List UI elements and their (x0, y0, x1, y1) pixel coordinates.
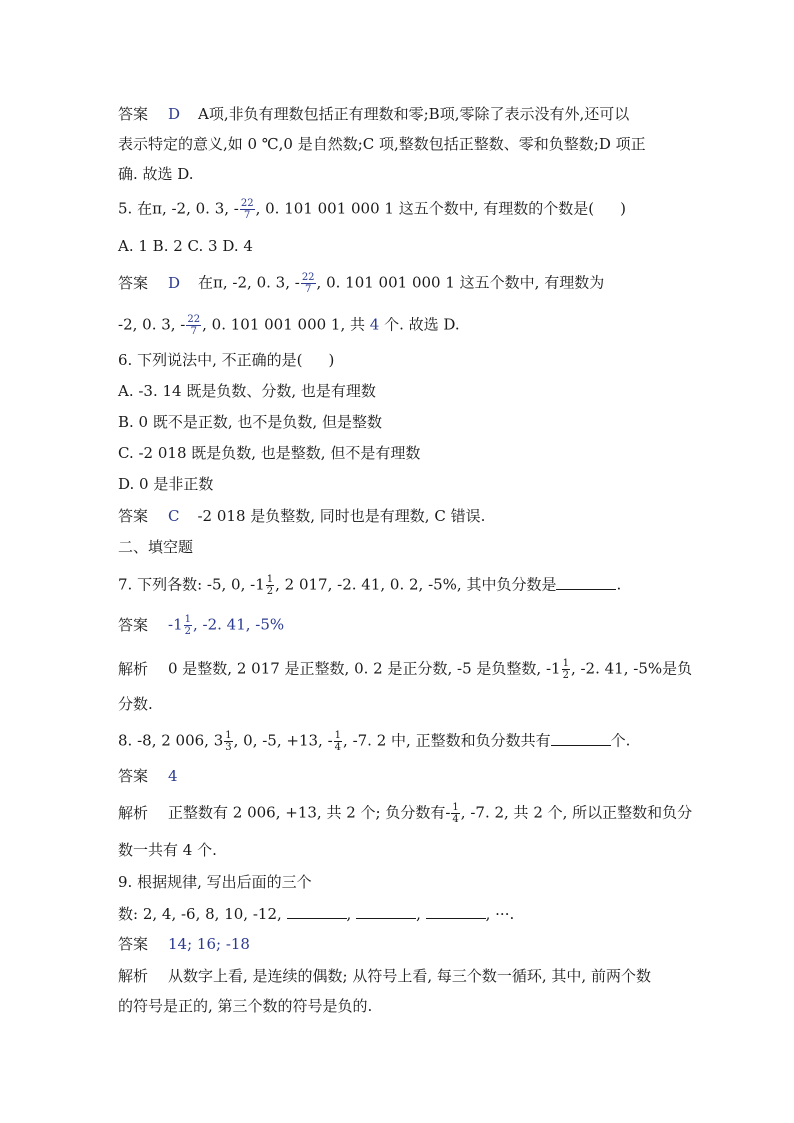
fraction: $\frac{1}{4}$ (334, 730, 342, 753)
question-6-option-a: A. -3. 14 既是负数、分数, 也是有理数 (118, 382, 376, 400)
answer-q4: 答案 D A项,非负有理数包括正有理数和零;B项,零除了表示没有外,还可以 (118, 105, 630, 123)
fraction: $\frac{1}{4}$ (452, 802, 459, 825)
answer-q4-line3: 确. 故选 D. (118, 165, 194, 183)
answer-q5: 答案 D 在π, -2, 0. 3, - $\frac{22}{7}$ , 0. 101 001 000 1 这五个数中, 有理数为 (118, 272, 605, 295)
question-9-line2: 数: 2, 4, -6, 8, 10, -12, , , , ···. (118, 905, 515, 923)
fill-blank[interactable] (426, 904, 486, 919)
fill-blank[interactable] (356, 904, 416, 919)
explanation-q7-line2: 分数. (118, 695, 153, 713)
answer-q5-line2: -2, 0. 3, - $\frac{22}{7}$ , 0. 101 001 000 1, 共 4 个. 故选 D. (118, 314, 460, 337)
question-8: 8. -8, 2 006, 3 $\frac{1}{3}$ , 0, -5, +13, - $\frac{1}{4}$ , -7. 2 中, 正整数和负分数共有 个. (118, 730, 631, 753)
fraction: $\frac{1}{3}$ (225, 730, 232, 753)
explanation-q8: 解析 正整数有 2 006, +13, 共 2 个; 负分数有- $\frac{1}{4}$ , -7. 2, 共 2 个, 所以正整数和负分 (118, 802, 693, 825)
fraction: $\frac{1}{2}$ (562, 658, 569, 681)
fraction: $\frac{22}{7}$ (301, 272, 315, 295)
answer-q8: 答案 4 (118, 767, 178, 785)
question-9: 9. 根据规律, 写出后面的三个 (118, 873, 312, 891)
question-6-option-d: D. 0 是非正数 (118, 475, 214, 493)
question-6-option-c: C. -2 018 既是负数, 也是整数, 但不是有理数 (118, 444, 421, 462)
fill-blank[interactable] (551, 731, 611, 746)
answer-q4-line2: 表示特定的意义,如 0 ℃,0 是自然数;C 项,整数包括正整数、零和负整数;D 项正 (118, 135, 646, 153)
explanation-q9: 解析 从数字上看, 是连续的偶数; 从符号上看, 每三个数一循环, 其中, 前两个数 (118, 967, 651, 985)
fill-blank[interactable] (287, 904, 347, 919)
fraction: $\frac{22}{7}$ (240, 198, 254, 221)
answer-q7: 答案 -1 $\frac{1}{2}$ , -2. 41, -5% (118, 614, 285, 637)
question-5: 5. 在π, -2, 0. 3, - $\frac{22}{7}$ , 0. 101 001 000 1 这五个数中, 有理数的个数是( ) (118, 198, 626, 221)
question-5-options: A. 1 B. 2 C. 3 D. 4 (118, 237, 253, 255)
fraction: $\frac{22}{7}$ (187, 314, 201, 337)
explanation-q7: 解析 0 是整数, 2 017 是正整数, 0. 2 是正分数, -5 是负整数, -1 $\frac{1}{2}$ , -2. 41, -5%是负 (118, 658, 693, 681)
explanation-q8-line2: 数一共有 4 个. (118, 841, 217, 859)
fraction: $\frac{1}{2}$ (184, 614, 191, 637)
question-6-option-b: B. 0 既不是正数, 也不是负数, 但是整数 (118, 413, 382, 431)
fill-blank[interactable] (556, 575, 616, 590)
answer-q6: 答案 C -2 018 是负整数, 同时也是有理数, C 错误. (118, 507, 486, 525)
section-heading: 二、填空题 (118, 538, 194, 556)
question-7: 7. 下列各数: -5, 0, -1 $\frac{1}{2}$ , 2 017, -2. 41, 0. 2, -5%, 其中负分数是 . (118, 574, 622, 597)
explanation-q9-line2: 的符号是正的, 第三个数的符号是负的. (118, 997, 373, 1015)
answer-q9: 答案 14; 16; -18 (118, 935, 250, 953)
fraction: $\frac{1}{2}$ (266, 574, 274, 597)
question-6: 6. 下列说法中, 不正确的是( ) (118, 351, 335, 369)
